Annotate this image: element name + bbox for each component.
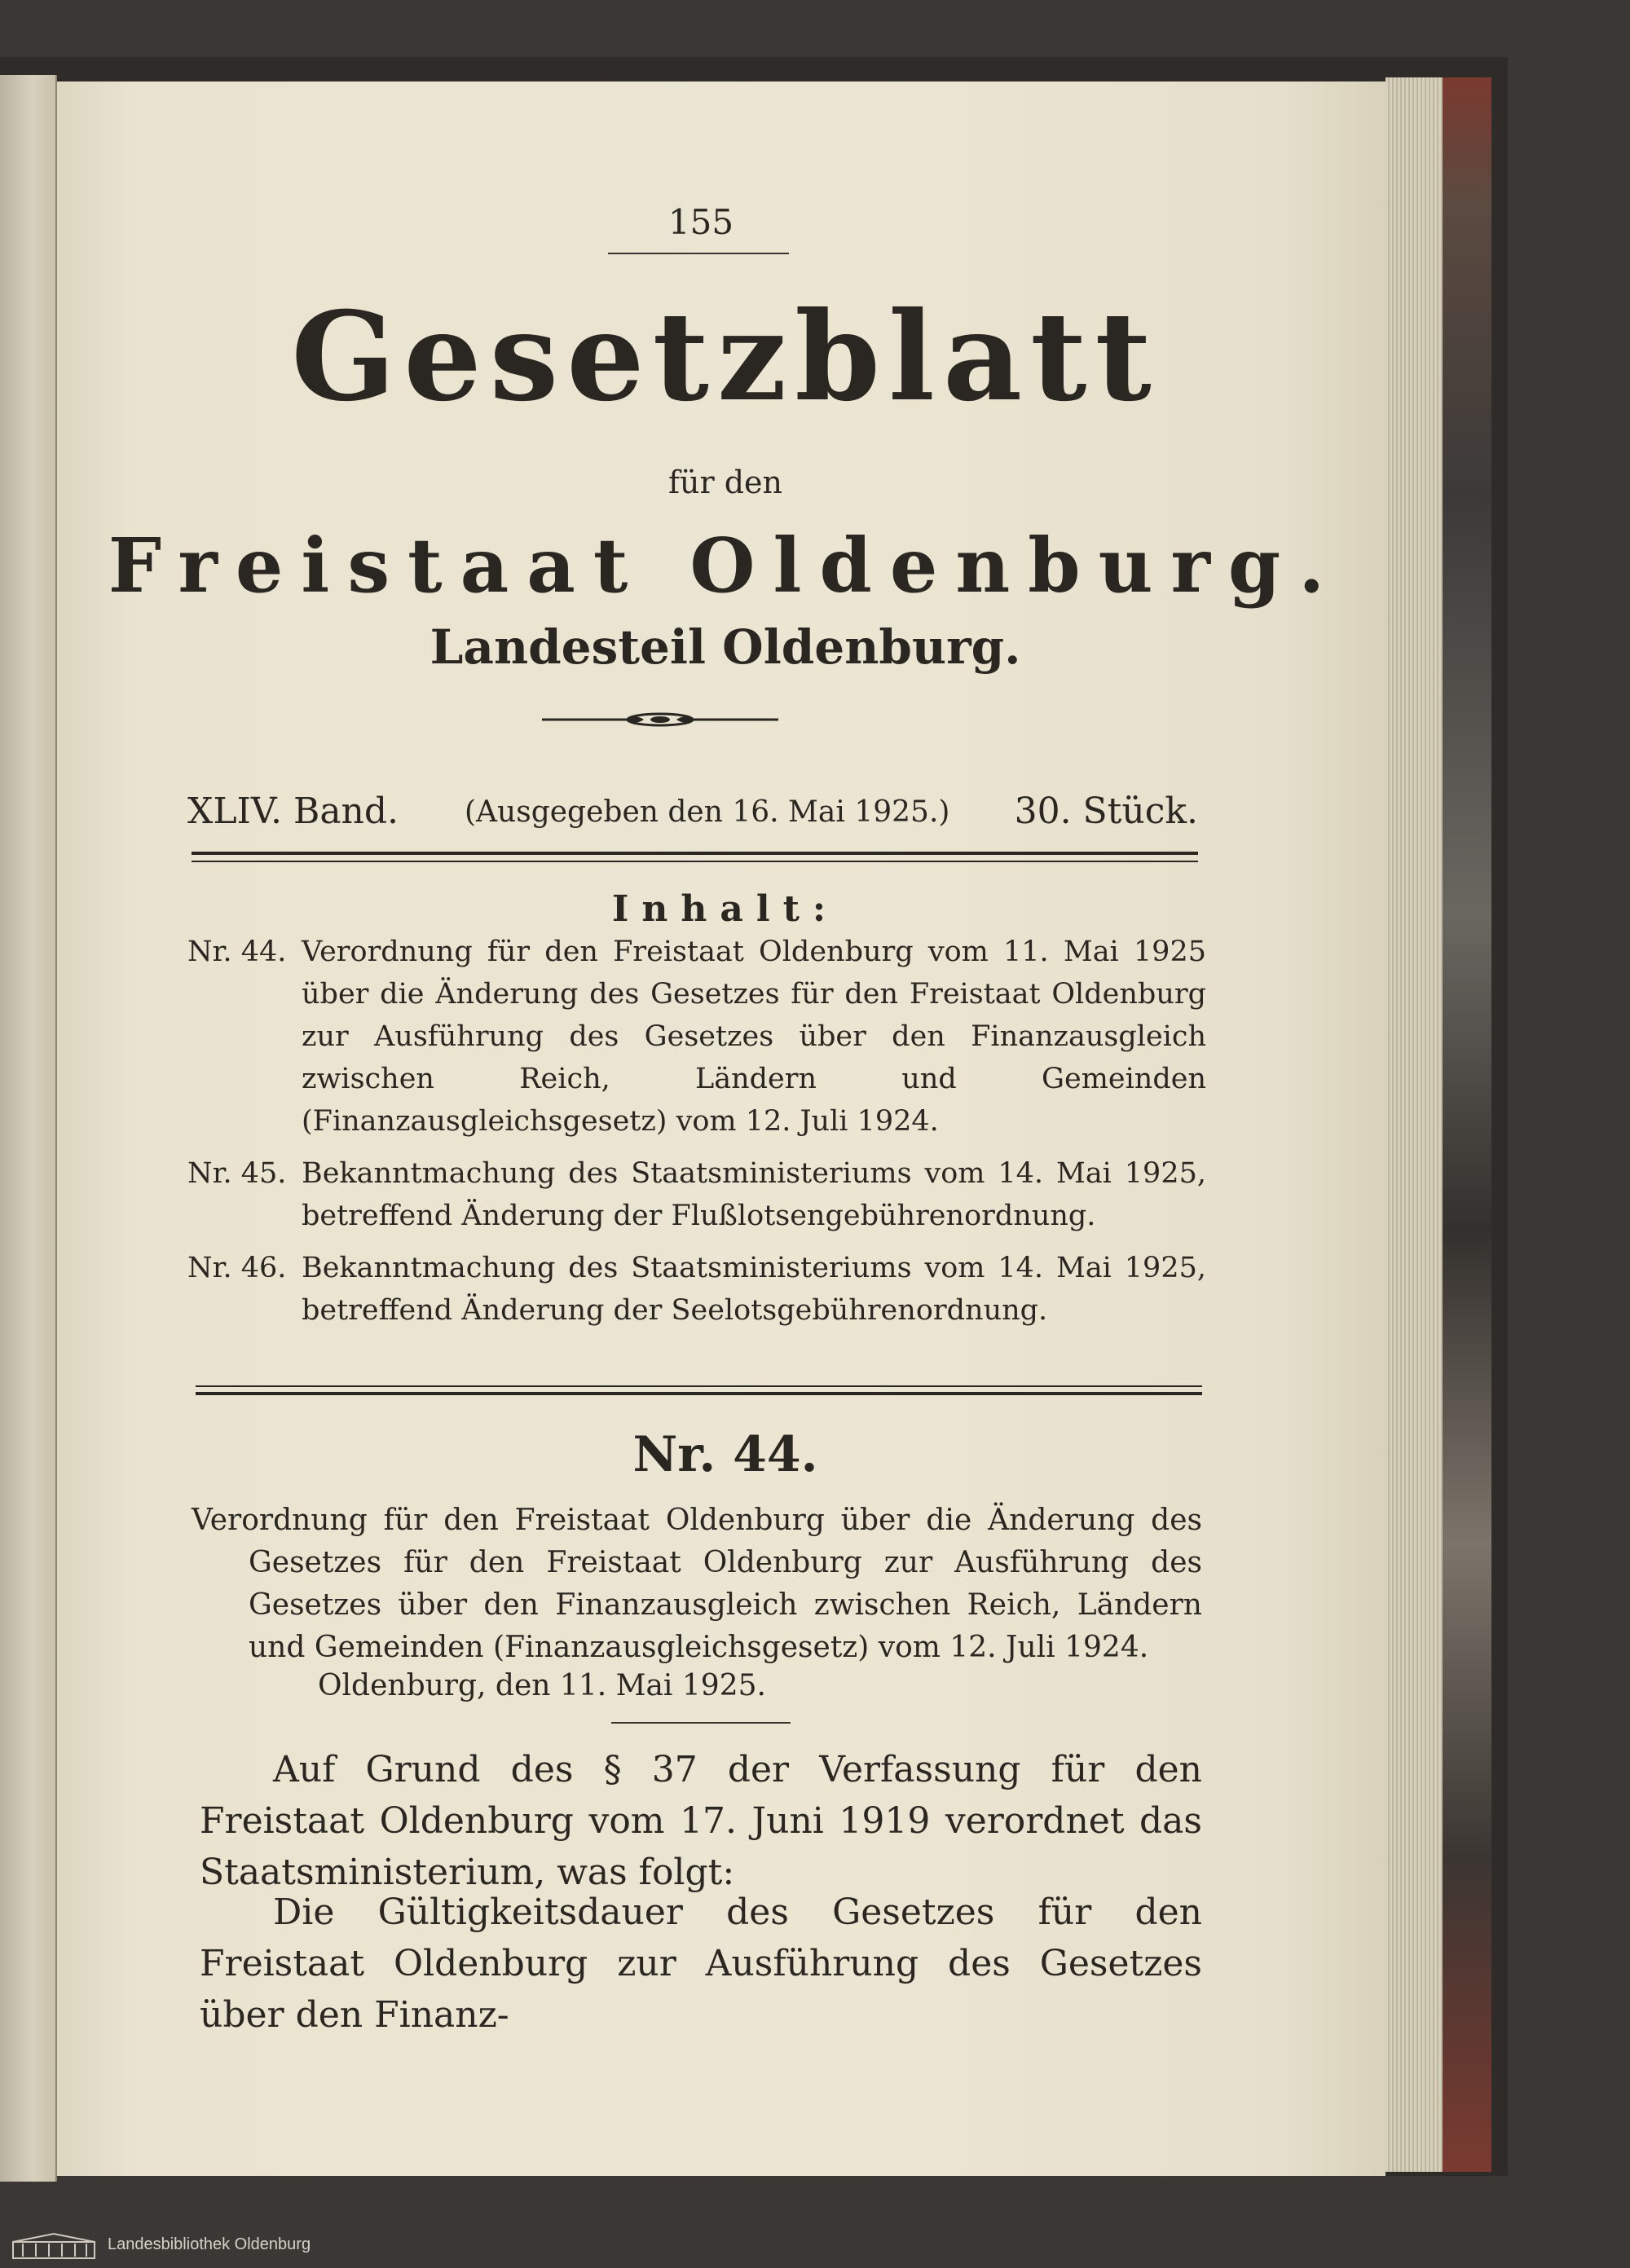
issue-date: (Ausgegeben den 16. Mai 1925.) <box>465 795 950 829</box>
ornament-divider-icon <box>538 707 782 732</box>
body-paragraph: Die Gültigkeitsdauer des Gesetzes für den Freistaat Oldenburg zur Ausführung des Gesetzes über den Finanz- <box>200 1891 1202 2036</box>
entry-text: Bekanntmachung des Staatsministeriums vom 14. Mai 1925, betreffend Änderung der Flußlotsengebührenordnung. <box>302 1157 1206 1232</box>
divider-rule <box>192 861 1198 862</box>
library-name[interactable]: Landesbibliothek Oldenburg <box>108 2235 311 2253</box>
region-name: Landesteil Oldenburg. <box>430 619 1021 675</box>
section-heading: Nr. 44. <box>632 1426 818 1483</box>
place-date: Oldenburg, den 11. Mai 1925. <box>318 1669 766 1702</box>
contents-heading: Inhalt: <box>611 888 839 930</box>
contents-entry <box>187 931 1206 1143</box>
publication-title: Gesetzblatt <box>291 285 1160 429</box>
issue-number: 30. Stück. <box>1014 790 1198 832</box>
contents-entry <box>187 1152 1206 1242</box>
divider-rule <box>192 852 1198 855</box>
entry-text: Verordnung für den Freistaat Oldenburg vom 11. Mai 1925 über die Änderung des Gesetzes für den Freistaat Oldenburg zur Ausführung des Gesetzes über den Finanzausgleich zwischen Reich, Ländern und Gemeinden (Finanzausgleichsgesetz) vom 12. Juli 1924. <box>302 936 1206 1138</box>
document-page <box>57 81 1386 2176</box>
entry-number: Nr. 46. <box>187 1252 287 1284</box>
entry-text: Bekanntmachung des Staatsministeriums vom 14. Mai 1925, betreffend Änderung der Seelotsgebührenordnung. <box>302 1252 1206 1327</box>
library-building-icon <box>11 2232 96 2260</box>
page-number-rule <box>608 253 789 254</box>
page-number: 155 <box>667 202 734 242</box>
volume-label: XLIV. Band. <box>187 790 399 832</box>
state-name: Freistaat Oldenburg. <box>108 522 1343 610</box>
short-divider-rule <box>611 1722 791 1724</box>
ordinance-title: Verordnung für den Freistaat Oldenburg über die Änderung des Gesetzes für den Freistaat Oldenburg zur Ausführung des Gesetzes über den Finanzausgleich zwischen Reich, Ländern und Gemeinden (Finanzausgleichsgesetz) vom 12. Juli 1924. <box>192 1504 1202 1664</box>
entry-number: Nr. 45. <box>187 1157 287 1190</box>
title-connector: für den <box>667 465 783 500</box>
divider-rule <box>196 1392 1202 1395</box>
footer-bar <box>0 2224 1630 2268</box>
body-paragraph: Auf Grund des § 37 der Verfassung für den Freistaat Oldenburg vom 17. Juni 1919 verordnet das Staatsministerium, was folgt: <box>200 1749 1202 1893</box>
page-stack-edges <box>1386 77 1443 2172</box>
divider-rule <box>196 1385 1202 1387</box>
entry-number: Nr. 44. <box>187 936 287 968</box>
previous-page-edge <box>0 75 57 2182</box>
contents-entry <box>187 1247 1206 1337</box>
